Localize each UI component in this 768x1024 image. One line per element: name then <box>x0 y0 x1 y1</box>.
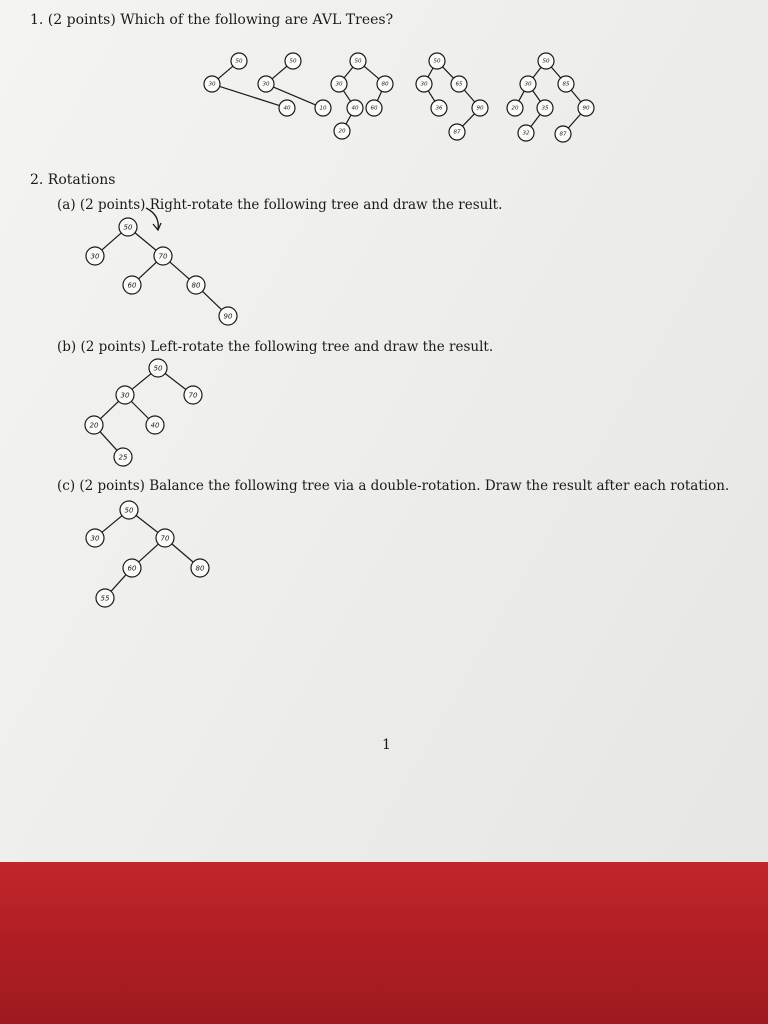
tree-node-label: 80 <box>191 281 201 290</box>
tree-node-label: 40 <box>351 105 359 112</box>
question-2-title: 2. Rotations <box>30 172 116 188</box>
tree-node-label: 60 <box>127 564 137 573</box>
red-table-surface <box>0 862 768 1024</box>
tree-node-label: 90 <box>223 312 233 321</box>
tree-node-label: 50 <box>235 58 243 65</box>
tree-node-55 <box>96 589 114 607</box>
tree-node-label: 70 <box>188 391 198 400</box>
question-1-text: 1. (2 points) Which of the following are AVL Trees? <box>30 12 394 28</box>
tree-node-label: 80 <box>195 564 205 573</box>
tree-node-label: 30 <box>262 81 270 88</box>
tree-node-label: 50 <box>354 58 362 65</box>
tree-node-label: 50 <box>123 223 133 232</box>
tree-node-label: 40 <box>150 421 160 430</box>
tree-node-label: 36 <box>435 105 443 112</box>
tree-node-label: 30 <box>335 81 343 88</box>
tree-node-label: 30 <box>90 534 100 543</box>
tree-node-60 <box>123 559 141 577</box>
page-number: 1 <box>382 737 391 753</box>
tree-edge <box>136 516 158 533</box>
tree-node-label: 30 <box>120 391 130 400</box>
tree-node-label: 50 <box>289 58 297 65</box>
tree-node-label: 50 <box>124 506 134 515</box>
tree-edge <box>111 575 126 592</box>
question-2b-text: (b) (2 points) Left-rotate the following tree and draw the result. <box>57 339 494 355</box>
tree-node-label: 90 <box>582 105 590 112</box>
tree-node-label: 85 <box>562 81 570 88</box>
tree-node-label: 50 <box>153 364 163 373</box>
tree-node-label: 30 <box>524 81 532 88</box>
tree-node-label: 20 <box>511 105 519 112</box>
tree-node-label: 60 <box>370 105 378 112</box>
tree-edge <box>172 544 193 562</box>
tree-node-label: 80 <box>381 81 389 88</box>
tree-node-30 <box>86 529 104 547</box>
question-2c-text: (c) (2 points) Balance the following tree via a double-rotation. Draw the result after each rotation. <box>57 478 730 494</box>
tree-node-label: 90 <box>476 105 484 112</box>
tree-edge <box>139 544 159 562</box>
tree-node-label: 32 <box>522 130 530 137</box>
tree-node-label: 30 <box>420 81 428 88</box>
tree-node-label: 65 <box>455 81 463 88</box>
tree-node-label: 87 <box>559 131 567 138</box>
tree-node-label: 50 <box>433 58 441 65</box>
tree-node-label: 20 <box>89 421 99 430</box>
tree-node-label: 70 <box>158 252 168 261</box>
tree-node-label: 35 <box>541 105 549 112</box>
tree-node-label: 55 <box>100 594 110 603</box>
question-2a-text: (a) (2 points) Right-rotate the following tree and draw the result. <box>57 197 503 213</box>
tree-node-label: 40 <box>283 105 291 112</box>
tree-edge <box>102 516 122 533</box>
tree-node-label: 70 <box>160 534 170 543</box>
tree-node-70 <box>156 529 174 547</box>
tree-node-label: 87 <box>453 129 461 136</box>
tree-node-80 <box>191 559 209 577</box>
tree-node-label: 60 <box>127 281 137 290</box>
tree-node-50 <box>120 501 138 519</box>
tree-node-label: 30 <box>90 252 100 261</box>
tree-node-label: 30 <box>208 81 216 88</box>
tree-node-label: 10 <box>319 105 327 112</box>
tree-node-label: 25 <box>118 453 128 462</box>
tree-node-label: 50 <box>542 58 550 65</box>
tree-node-label: 20 <box>338 128 346 135</box>
